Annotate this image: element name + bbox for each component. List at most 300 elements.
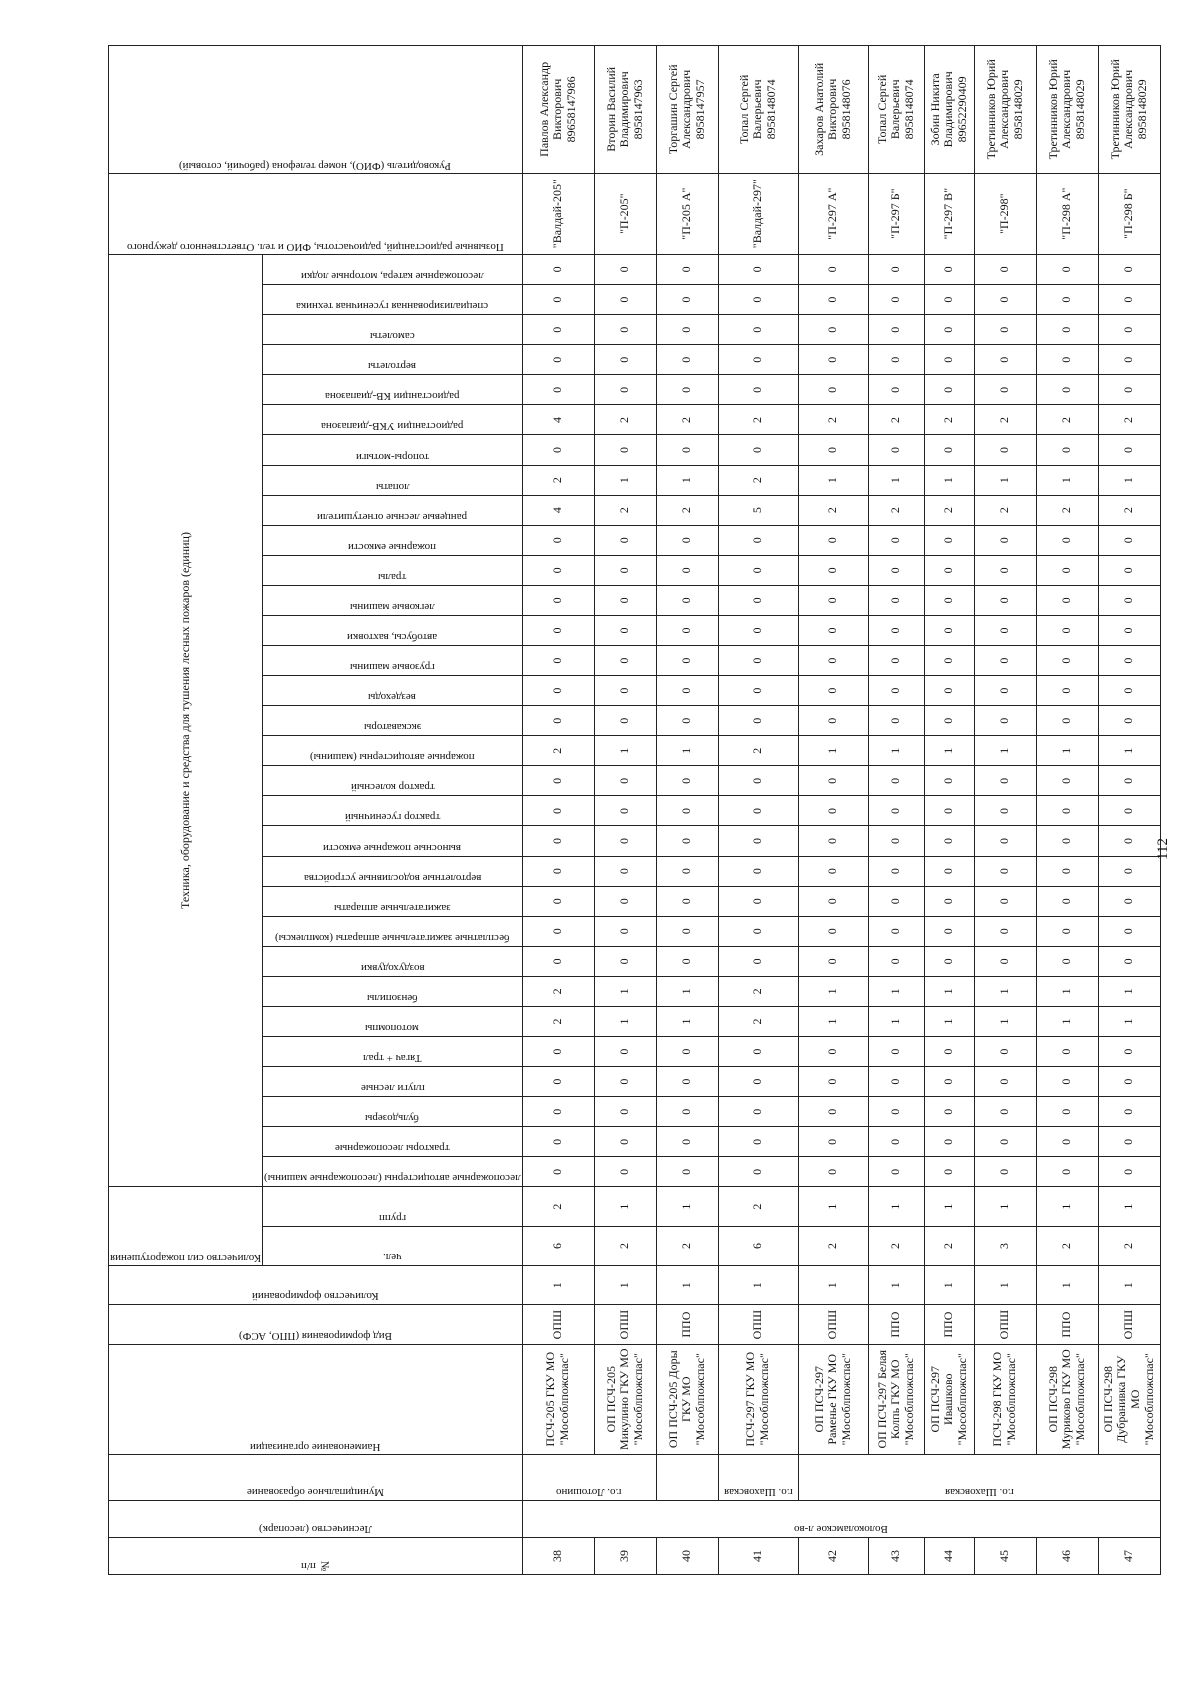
header-callsign-text: Позывные радиостанций, радиочастоты, ФИО и тел. Ответственного дежурного [126, 240, 504, 253]
units-count: 1 [1098, 1266, 1160, 1305]
equipment-value: 0 [718, 706, 798, 736]
header-equipment-col-text: специализированная гусеничная техника [296, 300, 489, 313]
equipment-value: 0 [974, 886, 1036, 916]
equipment-value: 0 [718, 345, 798, 375]
row-num: 41 [718, 1537, 798, 1574]
equipment-value: 0 [974, 615, 1036, 645]
equipment-value: 0 [594, 1067, 656, 1097]
equipment-value: 2 [718, 405, 798, 435]
head-contact: Третинников Юрий Александрович 8958148029 [974, 46, 1036, 174]
equipment-value: 0 [522, 525, 594, 555]
header-equipment-col [263, 285, 523, 315]
equipment-value: 0 [522, 826, 594, 856]
municipal-cell [656, 1454, 718, 1500]
header-count-units-text: Количество формирований [252, 1290, 379, 1303]
equipment-value: 0 [798, 676, 868, 706]
equipment-value: 1 [974, 736, 1036, 766]
equipment-value: 0 [1036, 1157, 1098, 1187]
equipment-value: 0 [522, 796, 594, 826]
header-equipment-col [263, 525, 523, 555]
equipment-value: 0 [798, 375, 868, 405]
equipment-value: 4 [522, 495, 594, 525]
equipment-value: 0 [868, 375, 924, 405]
equipment-value: 0 [924, 766, 974, 796]
org-name: ОП ПСЧ-205 Доры ГКУ МО "Мособлпожспас" [656, 1344, 718, 1454]
equipment-value: 0 [1036, 856, 1098, 886]
header-equipment-col-text: бесплатные зажигательные аппараты (комплексы) [275, 931, 510, 944]
head-contact: Топал Сергей Валерьевич 8958148074 [868, 46, 924, 174]
equipment-value: 0 [798, 826, 868, 856]
equipment-value: 0 [718, 1097, 798, 1127]
equipment-value: 1 [924, 1006, 974, 1036]
org-name: ПСЧ-297 ГКУ МО "Мособлпожспас" [718, 1344, 798, 1454]
equipment-value: 0 [1098, 1097, 1160, 1127]
equipment-value: 0 [798, 1097, 868, 1127]
equipment-value: 0 [924, 375, 974, 405]
org-name: ОП ПСЧ-297 Белая Колпь ГКУ МО "Мособлпожспас" [868, 1344, 924, 1454]
groups-count: 1 [868, 1187, 924, 1226]
equipment-value: 0 [868, 345, 924, 375]
header-equipment-col-text: плуги лесные [360, 1082, 425, 1095]
header-equipment-col [263, 916, 523, 946]
equipment-value: 0 [594, 826, 656, 856]
equipment-value: 0 [718, 525, 798, 555]
formation-kind: ОПШ [594, 1305, 656, 1344]
equipment-value: 0 [656, 555, 718, 585]
equipment-value: 0 [868, 285, 924, 315]
equipment-value: 0 [656, 826, 718, 856]
equipment-value: 0 [868, 1127, 924, 1157]
header-equipment-col [263, 1097, 523, 1127]
org-name: ПСЧ-298 ГКУ МО "Мособлпожспас" [974, 1344, 1036, 1454]
equipment-value: 0 [974, 345, 1036, 375]
formation-kind: ППО [924, 1305, 974, 1344]
equipment-value: 0 [1098, 1127, 1160, 1157]
equipment-value: 0 [522, 435, 594, 465]
row-num: 44 [924, 1537, 974, 1574]
people-count: 6 [718, 1226, 798, 1265]
fire-resources-table [108, 45, 1161, 1575]
equipment-value: 0 [1036, 1037, 1098, 1067]
equipment-value: 1 [868, 736, 924, 766]
municipal-text: г.о. Шаховская [944, 1485, 1014, 1498]
equipment-value: 0 [868, 1157, 924, 1187]
header-forestry-text: Лесничество (лесопарк) [258, 1522, 372, 1535]
equipment-value: 0 [718, 1157, 798, 1187]
groups-count: 2 [718, 1187, 798, 1226]
equipment-value: 2 [1098, 495, 1160, 525]
header-equipment-col-text: экскаваторы [363, 721, 422, 734]
header-equipment-col-text: лопаты [375, 480, 410, 493]
equipment-value: 0 [1098, 646, 1160, 676]
org-name: ОП ПСЧ-298 Муриково ГКУ МО "Мособлпожспас" [1036, 1344, 1098, 1454]
formation-kind: ОПШ [974, 1305, 1036, 1344]
equipment-value: 2 [798, 405, 868, 435]
groups-count: 1 [1098, 1187, 1160, 1226]
header-equipment-col-text: грузовые машины [350, 661, 435, 674]
equipment-value: 0 [1098, 615, 1160, 645]
groups-count: 1 [924, 1187, 974, 1226]
equipment-value: 2 [522, 976, 594, 1006]
equipment-value: 0 [924, 676, 974, 706]
header-equipment-text: Техника, оборудование и средства для тушения лесных пожаров (единиц) [177, 532, 192, 910]
header-equipment-col-text: зажигательные аппараты [334, 901, 451, 914]
header-equipment-col [263, 315, 523, 345]
equipment-value: 0 [868, 946, 924, 976]
equipment-value: 0 [868, 766, 924, 796]
equipment-value: 0 [594, 345, 656, 375]
formation-kind: ППО [868, 1305, 924, 1344]
equipment-value: 0 [718, 946, 798, 976]
head-contact: Третинников Юрий Александрович 8958148029 [1098, 46, 1160, 174]
header-equipment-col [263, 1157, 523, 1187]
header-equipment-col [263, 585, 523, 615]
equipment-value: 0 [1036, 315, 1098, 345]
municipal-cell [718, 1454, 798, 1500]
equipment-value: 0 [924, 1157, 974, 1187]
equipment-value: 0 [1036, 555, 1098, 585]
table-row [594, 46, 656, 1575]
equipment-value: 0 [798, 1127, 868, 1157]
header-equipment-col [263, 826, 523, 856]
equipment-value: 0 [798, 796, 868, 826]
equipment-value: 0 [798, 1157, 868, 1187]
header-equipment-col-text: пожарные емкости [348, 540, 437, 553]
equipment-value: 0 [924, 254, 974, 284]
equipment-value: 0 [522, 315, 594, 345]
equipment-value: 0 [522, 646, 594, 676]
municipal-text: г.о. Шаховская [723, 1485, 793, 1498]
equipment-value: 1 [594, 465, 656, 495]
equipment-value: 1 [1036, 1006, 1098, 1036]
row-num: 38 [522, 1537, 594, 1574]
equipment-value: 0 [1098, 676, 1160, 706]
municipal-cell [522, 1454, 656, 1500]
equipment-value: 0 [974, 1097, 1036, 1127]
equipment-value: 0 [1036, 826, 1098, 856]
equipment-value: 0 [718, 585, 798, 615]
equipment-value: 1 [594, 1006, 656, 1036]
groups-count: 1 [798, 1187, 868, 1226]
equipment-value: 0 [924, 856, 974, 886]
equipment-value: 0 [1098, 856, 1160, 886]
equipment-value: 0 [656, 1037, 718, 1067]
header-equipment-col [263, 254, 523, 284]
equipment-value: 2 [1036, 405, 1098, 435]
header-equipment-col-text: топоры-мотыги [355, 450, 429, 463]
equipment-value: 0 [1036, 886, 1098, 916]
callsign: "Валдай-297" [718, 173, 798, 254]
groups-count: 2 [522, 1187, 594, 1226]
callsign: "П-297 Б" [868, 173, 924, 254]
equipment-value: 0 [1098, 946, 1160, 976]
header-equipment-col [263, 1037, 523, 1067]
equipment-value: 1 [924, 736, 974, 766]
equipment-value: 0 [868, 856, 924, 886]
header-equipment-col-text: тралы [378, 570, 407, 583]
org-name: ПСЧ-205 ГКУ МО "Мособлпожспас" [522, 1344, 594, 1454]
equipment-value: 2 [594, 405, 656, 435]
equipment-value: 0 [798, 315, 868, 345]
header-equipment-col [263, 946, 523, 976]
rotated-table-wrapper [108, 45, 1157, 1575]
equipment-value: 0 [868, 706, 924, 736]
groups-count: 1 [656, 1187, 718, 1226]
equipment-value: 0 [974, 1127, 1036, 1157]
header-equipment-col [263, 345, 523, 375]
callsign: "П-298 Б" [1098, 173, 1160, 254]
equipment-value: 0 [974, 555, 1036, 585]
equipment-value: 0 [1098, 375, 1160, 405]
equipment-value: 0 [594, 706, 656, 736]
callsign: "П-298" [974, 173, 1036, 254]
people-count: 2 [924, 1226, 974, 1265]
equipment-value: 0 [1098, 345, 1160, 375]
callsign: "П-297 В" [924, 173, 974, 254]
equipment-value: 0 [522, 1097, 594, 1127]
equipment-value: 0 [924, 525, 974, 555]
equipment-value: 0 [974, 375, 1036, 405]
units-count: 1 [594, 1266, 656, 1305]
equipment-value: 1 [924, 976, 974, 1006]
equipment-value: 1 [974, 976, 1036, 1006]
equipment-value: 0 [924, 1097, 974, 1127]
equipment-value: 0 [798, 1037, 868, 1067]
equipment-value: 1 [798, 736, 868, 766]
equipment-value: 0 [718, 615, 798, 645]
header-equipment-col [263, 1067, 523, 1097]
equipment-value: 0 [656, 796, 718, 826]
groups-count: 1 [974, 1187, 1036, 1226]
equipment-value: 0 [594, 555, 656, 585]
units-count: 1 [798, 1266, 868, 1305]
header-count-units [109, 1266, 523, 1305]
equipment-value: 0 [656, 615, 718, 645]
equipment-value: 2 [1098, 405, 1160, 435]
equipment-value: 0 [594, 435, 656, 465]
equipment-value: 1 [1098, 1006, 1160, 1036]
equipment-value: 0 [1036, 766, 1098, 796]
header-equipment-col-text: легковые машины [350, 600, 435, 613]
equipment-value: 0 [594, 676, 656, 706]
header-equipment-col-text: выносные пожарные емкости [323, 841, 462, 854]
header-head [109, 46, 523, 174]
header-equipment-col [263, 435, 523, 465]
equipment-value: 0 [594, 1037, 656, 1067]
header-equipment-col [263, 1006, 523, 1036]
table-row [924, 46, 974, 1575]
equipment-value: 0 [1036, 916, 1098, 946]
equipment-value: 2 [1036, 495, 1098, 525]
equipment-value: 0 [1036, 1067, 1098, 1097]
equipment-value: 0 [924, 706, 974, 736]
equipment-value: 0 [718, 796, 798, 826]
equipment-value: 0 [798, 886, 868, 916]
equipment-value: 1 [656, 1006, 718, 1036]
equipment-value: 1 [924, 465, 974, 495]
equipment-value: 0 [924, 615, 974, 645]
equipment-value: 0 [924, 1067, 974, 1097]
header-equipment-col-text: мотопомпы [365, 1022, 420, 1035]
units-count: 1 [718, 1266, 798, 1305]
equipment-value: 0 [718, 315, 798, 345]
equipment-value: 0 [522, 676, 594, 706]
header-equipment-col-text: вездеходы [368, 691, 417, 704]
header-equipment-col [263, 976, 523, 1006]
header-equipment-col-text: лесопожарные автоцистерны (лесопожарные машины) [264, 1172, 521, 1185]
equipment-value: 0 [1036, 1097, 1098, 1127]
row-num: 40 [656, 1537, 718, 1574]
header-equipment-col-text: трактор колесный [350, 781, 435, 794]
units-count: 1 [974, 1266, 1036, 1305]
forestry-text: Волоколамское л-во [794, 1522, 889, 1535]
equipment-value: 0 [522, 1157, 594, 1187]
head-contact: Павлов Александр Викторович 89658147986 [522, 46, 594, 174]
equipment-value: 0 [924, 555, 974, 585]
equipment-value: 0 [718, 375, 798, 405]
equipment-value: 0 [974, 585, 1036, 615]
equipment-value: 2 [718, 736, 798, 766]
equipment-value: 1 [974, 465, 1036, 495]
equipment-value: 0 [974, 706, 1036, 736]
org-name: ОП ПСЧ-297 Раменье ГКУ МО "Мособлпожспас" [798, 1344, 868, 1454]
equipment-value: 0 [924, 946, 974, 976]
equipment-value: 2 [718, 1006, 798, 1036]
equipment-value: 0 [656, 1067, 718, 1097]
equipment-value: 0 [522, 1127, 594, 1157]
equipment-value: 0 [718, 856, 798, 886]
equipment-value: 0 [656, 646, 718, 676]
equipment-value: 1 [1098, 976, 1160, 1006]
equipment-value: 0 [656, 435, 718, 465]
equipment-value: 0 [1036, 646, 1098, 676]
header-equipment-col [263, 615, 523, 645]
equipment-value: 0 [798, 1067, 868, 1097]
formation-kind: ППО [1036, 1305, 1098, 1344]
equipment-value: 0 [924, 435, 974, 465]
equipment-value: 0 [594, 886, 656, 916]
header-kind-text: Вид формирования (ППО, АСФ) [238, 1329, 392, 1342]
equipment-value: 1 [1098, 736, 1160, 766]
org-name: ОП ПСЧ-297 Ивашково "Мособлпожспас" [924, 1344, 974, 1454]
equipment-value: 0 [718, 826, 798, 856]
header-equipment-col [263, 375, 523, 405]
equipment-value: 0 [594, 615, 656, 645]
equipment-value: 5 [718, 495, 798, 525]
equipment-value: 0 [868, 826, 924, 856]
header-equipment [109, 254, 263, 1187]
equipment-value: 0 [974, 916, 1036, 946]
equipment-value: 0 [798, 916, 868, 946]
equipment-value: 1 [594, 736, 656, 766]
equipment-value: 0 [594, 1127, 656, 1157]
equipment-value: 0 [798, 946, 868, 976]
equipment-value: 0 [1098, 254, 1160, 284]
equipment-value: 0 [656, 856, 718, 886]
org-name: ОП ПСЧ-205 Микулино ГКУ МО "Мособлпожспас" [594, 1344, 656, 1454]
header-forces [109, 1187, 263, 1266]
groups-count: 1 [594, 1187, 656, 1226]
equipment-value: 0 [868, 435, 924, 465]
equipment-value: 0 [656, 1127, 718, 1157]
equipment-value: 0 [522, 585, 594, 615]
equipment-value: 0 [924, 285, 974, 315]
equipment-value: 0 [656, 1157, 718, 1187]
header-equipment-col-text: радиостанции КВ-диапазона [325, 390, 460, 403]
equipment-value: 0 [1098, 285, 1160, 315]
row-num: 46 [1036, 1537, 1098, 1574]
equipment-value: 0 [798, 555, 868, 585]
equipment-value: 0 [656, 916, 718, 946]
equipment-value: 1 [656, 465, 718, 495]
formation-kind: ОПШ [1098, 1305, 1160, 1344]
header-equipment-col [263, 706, 523, 736]
header-equipment-col-text: трактор гусеничный [344, 811, 441, 824]
equipment-value: 0 [718, 766, 798, 796]
equipment-value: 0 [798, 254, 868, 284]
equipment-value: 0 [974, 826, 1036, 856]
people-count: 3 [974, 1226, 1036, 1265]
equipment-value: 0 [522, 766, 594, 796]
head-contact: Вторин Василий Владимирович 8958147963 [594, 46, 656, 174]
equipment-value: 0 [798, 766, 868, 796]
equipment-value: 2 [594, 495, 656, 525]
equipment-value: 0 [656, 886, 718, 916]
groups-count: 1 [1036, 1187, 1098, 1226]
equipment-value: 0 [974, 766, 1036, 796]
people-count: 2 [868, 1226, 924, 1265]
callsign: "П-297 А" [798, 173, 868, 254]
equipment-value: 0 [868, 796, 924, 826]
header-forestry [109, 1500, 523, 1537]
equipment-value: 1 [868, 1006, 924, 1036]
equipment-value: 0 [1098, 1157, 1160, 1187]
equipment-value: 1 [798, 976, 868, 1006]
equipment-value: 0 [522, 886, 594, 916]
units-count: 1 [868, 1266, 924, 1305]
equipment-value: 2 [974, 405, 1036, 435]
people-count: 2 [1098, 1226, 1160, 1265]
org-name: ОП ПСЧ-298 Дубранивка ГКУ МО "Мособлпожспас" [1098, 1344, 1160, 1454]
equipment-value: 0 [798, 435, 868, 465]
equipment-value: 2 [718, 976, 798, 1006]
equipment-value: 0 [594, 1157, 656, 1187]
table-row [868, 46, 924, 1575]
equipment-value: 1 [656, 976, 718, 1006]
equipment-value: 0 [924, 796, 974, 826]
header-equipment-col-text: пожарные автоцистерны (машины) [310, 751, 475, 764]
equipment-value: 0 [1036, 525, 1098, 555]
equipment-value: 0 [798, 585, 868, 615]
equipment-value: 0 [974, 1067, 1036, 1097]
equipment-value: 0 [974, 676, 1036, 706]
equipment-value: 0 [594, 946, 656, 976]
equipment-value: 0 [868, 646, 924, 676]
header-org-text: Наименование организации [250, 1440, 381, 1453]
callsign: "Валдай-205" [522, 173, 594, 254]
table-row [798, 46, 868, 1575]
equipment-value: 0 [718, 676, 798, 706]
equipment-value: 0 [594, 585, 656, 615]
equipment-value: 0 [718, 1067, 798, 1097]
equipment-value: 0 [1098, 525, 1160, 555]
equipment-value: 0 [1098, 886, 1160, 916]
equipment-value: 0 [656, 766, 718, 796]
header-equipment-col [263, 405, 523, 435]
header-equipment-col-text: Тягач + трал [363, 1052, 422, 1065]
equipment-value: 0 [868, 886, 924, 916]
equipment-value: 1 [798, 465, 868, 495]
